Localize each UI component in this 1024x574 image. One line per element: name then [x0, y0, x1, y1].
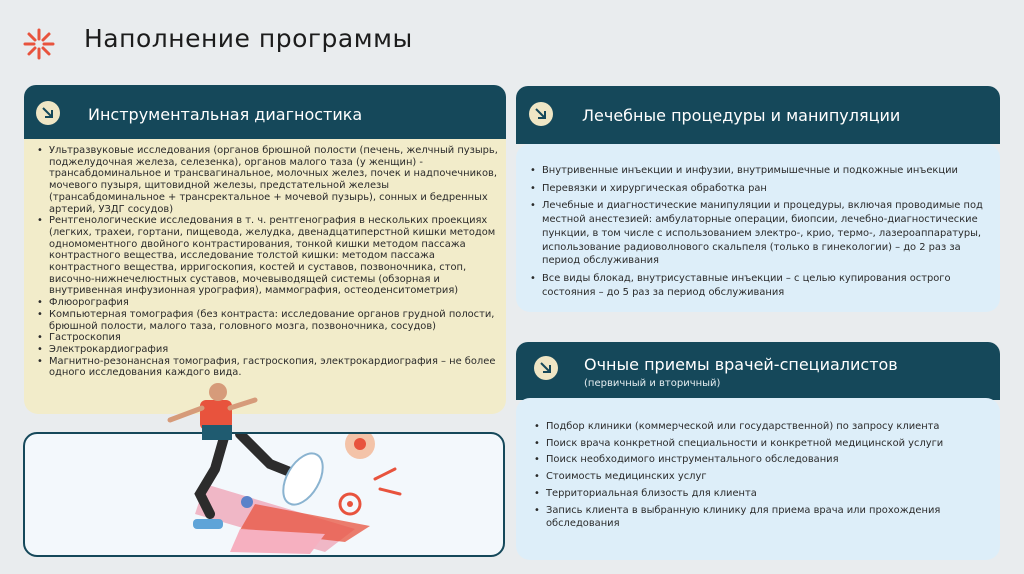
- list-item: • Запись клиента в выбранную клинику для приема врача или прохождения обследования: [534, 504, 989, 531]
- list-item: • Компьютерная томография (без контраста: исследование органов грудной полости, брюшной полости, малого таза, головного мозга, позвоночника, сосудов): [37, 309, 499, 332]
- list-item: • Все виды блокад, внутрисуставные инъекции – с целью купирования острого состояния – до 5 раз за период обслуживания: [530, 272, 990, 299]
- list-item: • Поиск необходимого инструментального обследования: [534, 453, 989, 467]
- left-panel-title: Инструментальная диагностика: [88, 105, 363, 124]
- list-item: • Внутривенные инъекции и инфузии, внутримышечные и подкожные инъекции: [530, 164, 990, 178]
- asterisk-burst-icon: [22, 27, 56, 61]
- list-item: • Гастроскопия: [37, 332, 499, 344]
- list-item: • Стоимость медицинских услуг: [534, 470, 989, 484]
- right-top-panel-title: Лечебные процедуры и манипуляции: [582, 106, 901, 125]
- left-panel-header: [24, 85, 506, 143]
- list-item: • Рентгенологические исследования в т. ч. рентгенография в нескольких проекциях (легких, трахеи, гортани, пищевода, желудка, двенадцатиперстной кишки методом одномоментного двойного контрастирования, тонкой кишки методом пассажа контрастного вещества, исследование толстой кишки: методом пассажа контрастного вещества, ирригоскопия, костей и суставов, позвоночника, стоп, височно-нижнечелюстных суставов, мочевыводящей системы (обзорная и внутривенная инфузионная урография), маммография, остеоденситометрия): [37, 215, 499, 297]
- list-item: • Лечебные и диагностические манипуляции и процедуры, включая проводимые под местной анестезией: амбулаторные операции, биопсии, лечебно-диагностические пункции, в том числе с использованием электро-, крио, термо-, лазероаппаратуры, использование радиоволнового скальпеля (только в гинекологии) – до 2 раз за период обслуживания: [530, 199, 990, 268]
- right-bottom-panel-body: [516, 398, 1000, 560]
- right-bottom-panel-title: Очные приемы врачей-специалистов: [584, 355, 898, 374]
- dancing-person-illustration: [25, 434, 505, 557]
- page-title: Наполнение программы: [84, 24, 413, 53]
- list-item: • Магнитно-резонансная томография, гастроскопия, электрокардиография – не более одного исследования каждого вида.: [37, 356, 499, 379]
- right-top-panel-list: [530, 164, 990, 299]
- left-panel-body: [24, 139, 506, 414]
- list-item: • Перевязки и хирургическая обработка ран: [530, 182, 990, 196]
- arrow-down-right-icon: [36, 101, 60, 125]
- list-item: • Электрокардиография: [37, 344, 499, 356]
- arrow-down-right-icon: [534, 356, 558, 380]
- illustration-box: [23, 432, 505, 557]
- dancer-torso-graphic: [160, 380, 270, 440]
- list-item: • Ультразвуковые исследования (органов брюшной полости (печень, желчный пузырь, поджелудочная железа, селезенка), органов малого таза (у женщин) - трансабдоминальное и трансвагинальное, молочных желез, почек и надпочечников, мочевого пузыря, щитовидной железы, предстательной железы (трансабдоминальное + трансректальное + мочевой пузырь), сонных и бедренных артерий, УЗДГ сосудов): [37, 145, 499, 215]
- left-panel-list: [37, 145, 499, 379]
- list-item: • Территориальная близость для клиента: [534, 487, 989, 501]
- list-item: • Флюорография: [37, 297, 499, 309]
- right-bottom-panel-list: [534, 420, 989, 531]
- right-top-panel-header: [516, 86, 1000, 144]
- arrow-down-right-icon: [529, 102, 553, 126]
- list-item: • Подбор клиники (коммерческой или государственной) по запросу клиента: [534, 420, 989, 434]
- list-item: • Поиск врача конкретной специальности и конкретной медицинской услуги: [534, 437, 989, 451]
- right-bottom-panel-header: [516, 342, 1000, 400]
- right-top-panel-body: [516, 144, 1000, 312]
- right-bottom-panel-subtitle: (первичный и вторичный): [584, 378, 721, 389]
